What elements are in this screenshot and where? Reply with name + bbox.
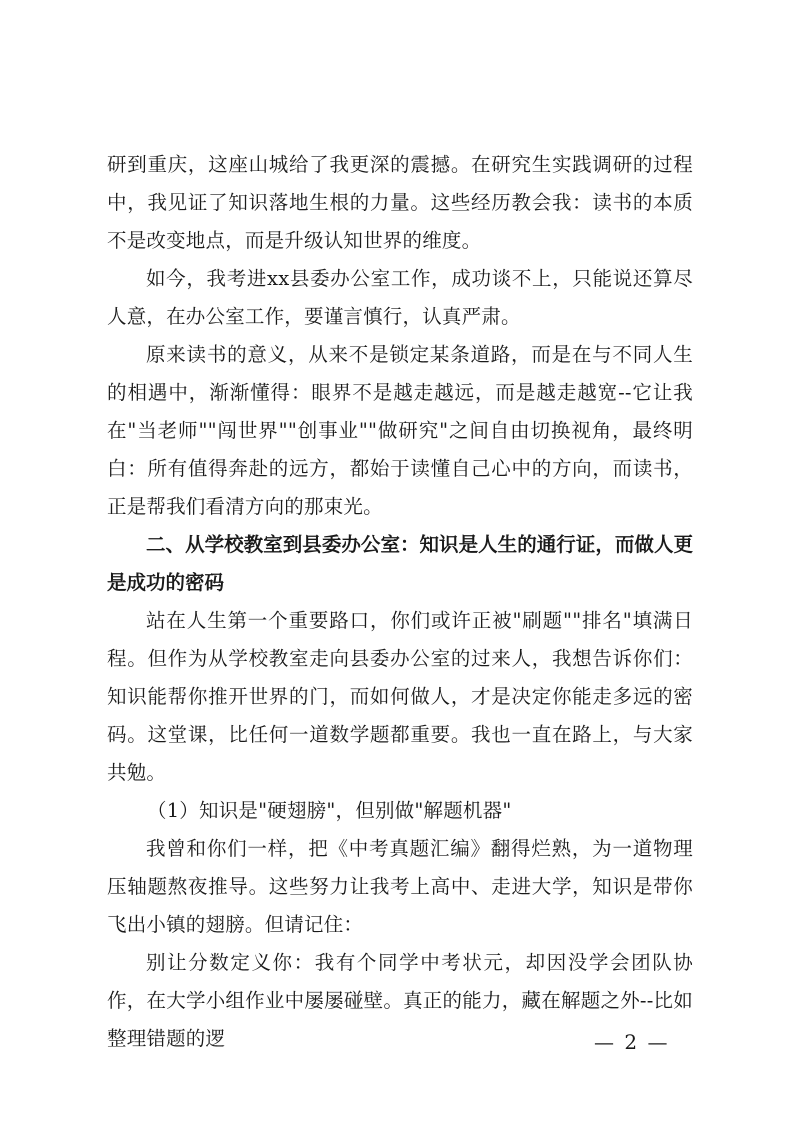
paragraph: 如今，我考进xx县委办公室工作，成功谈不上，只能说还算尽人意，在办公室工作，要谨言慎行，认真严肃。 — [107, 267, 693, 328]
paragraph: 原来读书的意义，从来不是锁定某条道路，而是在与不同人生的相遇中，渐渐懂得：眼界不是越走越远，而是越走越宽--它让我在"当老师""闯世界""创事业""做研究"之间自由切换视角，最终明白：所有值得奔赴的远方，都始于读懂自己心中的方向，而读书，正是帮我们看清方向的那束光。 — [107, 343, 693, 518]
page-number: — 2 — — [594, 1030, 670, 1054]
section-heading: 二、从学校教室到县委办公室：知识是人生的通行证，而做人更是成功的密码 — [107, 533, 693, 594]
paragraph: 站在人生第一个重要路口，你们或许正被"刷题""排名"填满日程。但作为从学校教室走向县委办公室的过来人，我想告诉你们：知识能帮你推开世界的门，而如何做人，才是决定你能走多远的密码。这堂课，比任何一道数学题都重要。我也一直在路上，与大家共勉。 — [107, 609, 693, 784]
paragraph: 我曾和你们一样，把《中考真题汇编》翻得烂熟，为一道物理压轴题熬夜推导。这些努力让我考上高中、走进大学，知识是带你飞出小镇的翅膀。但请记住： — [107, 837, 693, 936]
paragraph-continuation: 研到重庆，这座山城给了我更深的震撼。在研究生实践调研的过程中，我见证了知识落地生根的力量。这些经历教会我：读书的本质不是改变地点，而是升级认知世界的维度。 — [107, 153, 693, 252]
document-body — [107, 146, 693, 1058]
subsection-heading: （1）知识是"硬翅膀"，但别做"解题机器" — [147, 799, 512, 822]
paragraph: 别让分数定义你：我有个同学中考状元，却因没学会团队协作，在大学小组作业中屡屡碰壁。真正的能力，藏在解题之外--比如整理错题的逻 — [107, 951, 693, 1050]
